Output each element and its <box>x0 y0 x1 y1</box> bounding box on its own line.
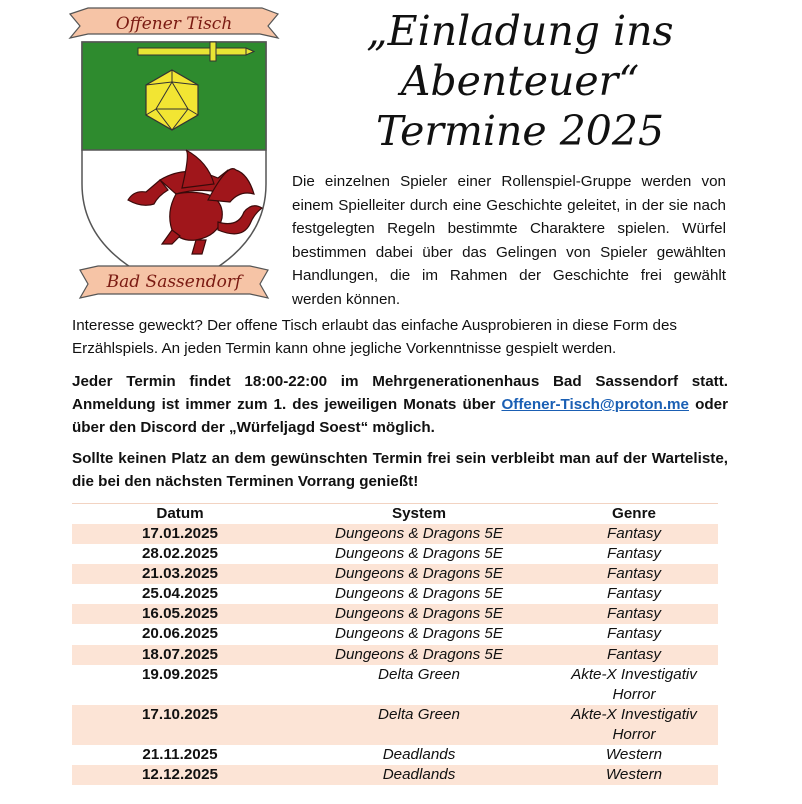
cell-system: Deadlands <box>288 765 550 785</box>
table-row <box>72 584 718 604</box>
banner-top-text: Offener Tisch <box>115 14 233 34</box>
cell-genre: Fantasy <box>606 625 662 643</box>
intro-paragraph: Die einzelnen Spieler einer Rollenspiel-Gruppe werden von einem Spielleiter durch eine Geschichte geleitet, in der sie nach festgelegten Regeln bestimmte Charaktere spielen. Würfel bestimmen dabei über das Gelingen von Spieler gewählten Handlungen, die im Rahmen der Geschichte frei gewählt werden können. <box>292 173 726 308</box>
header-system: System <box>288 504 550 524</box>
cell-date: 17.01.2025 <box>72 524 288 544</box>
table-header-row <box>72 504 718 524</box>
cell-date: 18.07.2025 <box>72 645 288 665</box>
cell-date: 28.02.2025 <box>141 544 218 562</box>
schedule-table <box>72 503 718 785</box>
top-banner <box>70 8 278 38</box>
cell-genre: Western <box>550 765 718 785</box>
table-row <box>72 705 718 745</box>
cell-system: Dungeons & Dragons 5E <box>334 625 503 643</box>
cell-date: 20.06.2025 <box>141 625 218 643</box>
bottom-banner <box>80 266 268 298</box>
cell-date: 17.10.2025 <box>72 705 288 745</box>
cell-date: 25.04.2025 <box>141 585 218 603</box>
cell-genre: Fantasy <box>550 524 718 544</box>
interest-paragraph: Interesse geweckt? Der offene Tisch erlaubt das einfache Ausprobieren in diese Form des Erzählspiels. An jeden Termin kann ohne jegliche Vorkenntnisse gespielt werden. <box>72 317 678 357</box>
waitlist-paragraph: Sollte keinen Platz an dem gewünschten Termin frei sein verbleibt man auf der Warteliste, die bei den nächsten Terminen Vorrang genießt! <box>72 450 728 490</box>
cell-system: Delta Green <box>288 705 550 745</box>
header-date: Datum <box>72 504 288 524</box>
cell-date: 21.11.2025 <box>142 745 218 763</box>
info-text-after: oder über den Discord der „Würfeljagd Soest“ möglich. <box>72 396 728 436</box>
table-row <box>72 745 718 765</box>
title-line-1: „Einladung ins <box>366 7 674 55</box>
table-row <box>72 624 718 644</box>
cell-system: Dungeons & Dragons 5E <box>288 604 550 624</box>
header-genre: Genre <box>550 504 718 524</box>
cell-system: Deadlands <box>382 745 456 763</box>
title-line-2: Abenteuer“ <box>400 57 640 105</box>
cell-system: Dungeons & Dragons 5E <box>288 524 550 544</box>
cell-genre: Akte-X Investigativ Horror <box>571 665 697 703</box>
table-row <box>72 765 718 785</box>
cell-genre: Western <box>605 745 663 763</box>
cell-genre: Fantasy <box>606 544 662 562</box>
cell-genre: Akte-X Investigativ Horror <box>550 705 718 745</box>
table-row <box>72 544 718 564</box>
cell-date: 21.03.2025 <box>72 564 288 584</box>
cell-date: 19.09.2025 <box>141 665 218 683</box>
crest-logo <box>68 4 280 304</box>
cell-genre: Fantasy <box>550 604 718 624</box>
cell-system: Delta Green <box>378 665 460 683</box>
banner-bottom-text: Bad Sassendorf <box>106 272 242 292</box>
title-line-3: Termine 2025 <box>375 107 665 155</box>
cell-genre: Fantasy <box>606 585 662 603</box>
info-text-before: Jeder Termin findet 18:00-22:00 im Mehrgenerationenhaus Bad Sassendorf statt. Anmeldung ist immer zum 1. des jeweiligen Monats über <box>72 373 728 413</box>
cell-date: 12.12.2025 <box>72 765 288 785</box>
table-row <box>72 524 718 544</box>
table-row <box>72 665 718 705</box>
cell-genre: Fantasy <box>550 645 718 665</box>
cell-system: Dungeons & Dragons 5E <box>334 544 503 562</box>
table-row <box>72 604 718 624</box>
cell-genre: Fantasy <box>550 564 718 584</box>
email-link[interactable]: Offener-Tisch@proton.me <box>501 396 689 413</box>
page-title <box>340 6 700 156</box>
table-row <box>72 645 718 665</box>
cell-system: Dungeons & Dragons 5E <box>334 585 503 603</box>
table-row <box>72 564 718 584</box>
cell-date: 16.05.2025 <box>72 604 288 624</box>
info-paragraph <box>72 370 728 439</box>
cell-system: Dungeons & Dragons 5E <box>288 645 550 665</box>
cell-system: Dungeons & Dragons 5E <box>288 564 550 584</box>
